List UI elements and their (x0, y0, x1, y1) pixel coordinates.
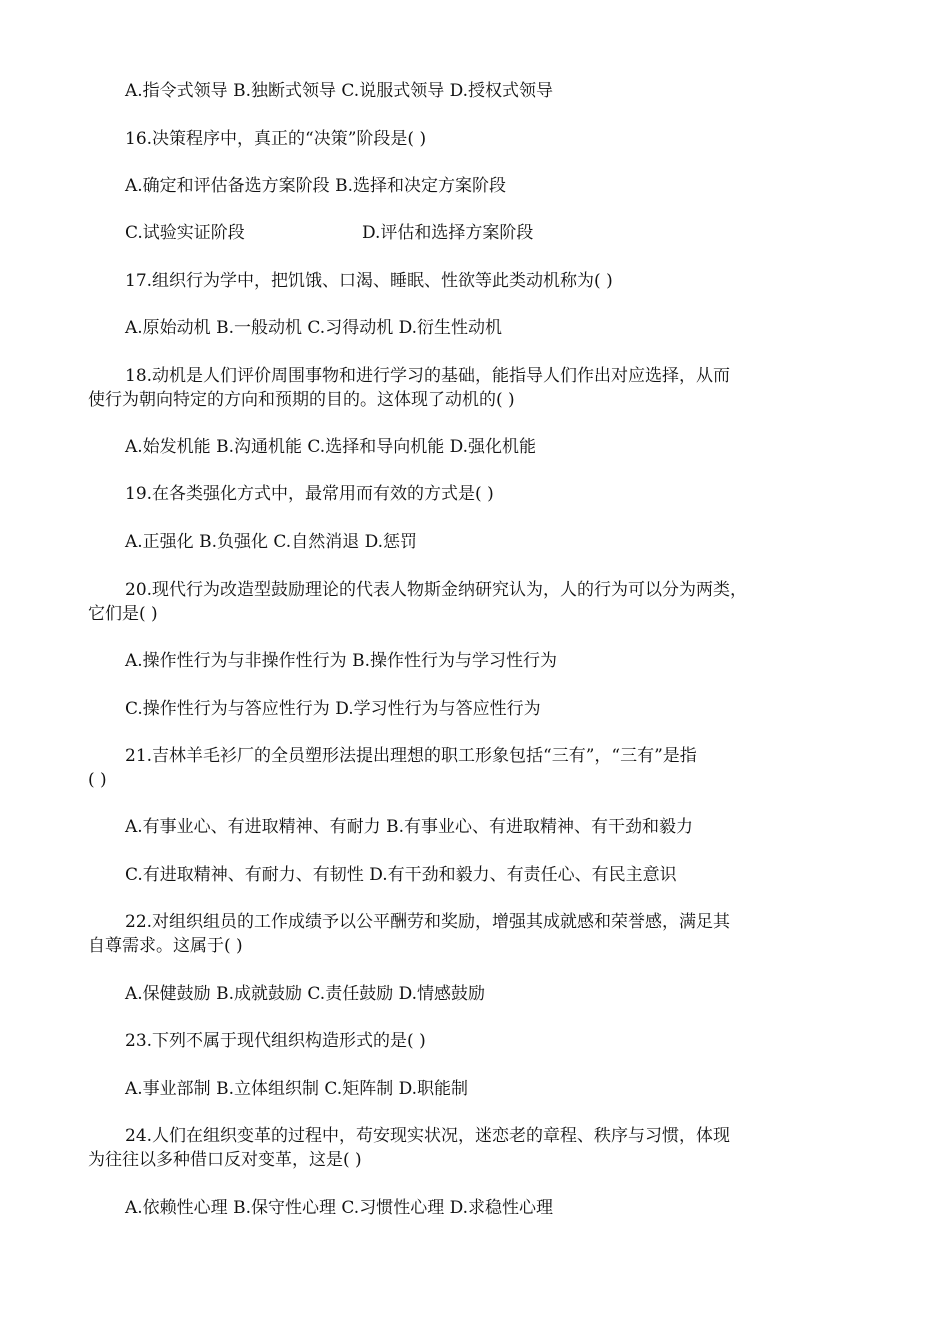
q20-options-cd: C.操作性行为与答应性行为 D.学习性行为与答应性行为 (125, 699, 541, 719)
q19-question: 19.在各类强化方式中，最常用而有效的方式是( ) (125, 484, 494, 504)
q21-question-line2: ( ) (88, 770, 107, 790)
q16-options-ab: A.确定和评估备选方案阶段 B.选择和决定方案阶段 (125, 176, 506, 196)
q22-options: A.保健鼓励 B.成就鼓励 C.责任鼓励 D.情感鼓励 (125, 984, 486, 1004)
q22-question-line1: 22.对组织组员的工作成绩予以公平酬劳和奖励，增强其成就感和荣誉感，满足其 (125, 912, 731, 932)
q20-question-line1: 20.现代行为改造型鼓励理论的代表人物斯金纳研究认为，人的行为可以分为两类， (125, 580, 748, 600)
q19-options: A.正强化 B.负强化 C.自然消退 D.惩罚 (125, 532, 418, 552)
q23-question: 23.下列不属于现代组织构造形式的是( ) (125, 1031, 426, 1051)
q18-question-line1: 18.动机是人们评价周围事物和进行学习的基础，能指导人们作出对应选择，从而 (125, 366, 731, 386)
q18-options: A.始发机能 B.沟通机能 C.选择和导向机能 D.强化机能 (125, 437, 537, 457)
q24-options: A.依赖性心理 B.保守性心理 C.习惯性心理 D.求稳性心理 (125, 1198, 554, 1218)
q17-question: 17.组织行为学中，把饥饿、口渴、睡眠、性欲等此类动机称为( ) (125, 271, 613, 291)
q20-question-line2: 它们是( ) (88, 604, 158, 624)
q23-options: A.事业部制 B.立体组织制 C.矩阵制 D.职能制 (125, 1079, 469, 1099)
q24-question-line2: 为往往以多种借口反对变革，这是( ) (88, 1150, 362, 1170)
q17-options: A.原始动机 B.一般动机 C.习得动机 D.衍生性动机 (125, 318, 503, 338)
q18-question-line2: 使行为朝向特定的方向和预期的目的。这体现了动机的( ) (88, 390, 515, 410)
q21-options-cd: C.有进取精神、有耐力、有韧性 D.有干劲和毅力、有责任心、有民主意识 (125, 865, 677, 885)
q16-option-c: C.试验实证阶段 (125, 223, 245, 243)
q20-options-ab: A.操作性行为与非操作性行为 B.操作性行为与学习性行为 (125, 651, 557, 671)
q15-options: A.指令式领导 B.独断式领导 C.说服式领导 D.授权式领导 (125, 81, 554, 101)
q21-options-ab: A.有事业心、有进取精神、有耐力 B.有事业心、有进取精神、有干劲和毅力 (125, 817, 693, 837)
q22-question-line2: 自尊需求。这属于( ) (88, 936, 243, 956)
q21-question-line1: 21.吉林羊毛衫厂的全员塑形法提出理想的职工形象包括“三有”，“三有”是指 (125, 746, 697, 766)
q16-option-d: D.评估和选择方案阶段 (362, 223, 534, 243)
q16-question: 16.决策程序中，真正的“决策”阶段是( ) (125, 129, 427, 149)
q24-question-line1: 24.人们在组织变革的过程中，苟安现实状况，迷恋老的章程、秩序与习惯，体现 (125, 1126, 731, 1146)
